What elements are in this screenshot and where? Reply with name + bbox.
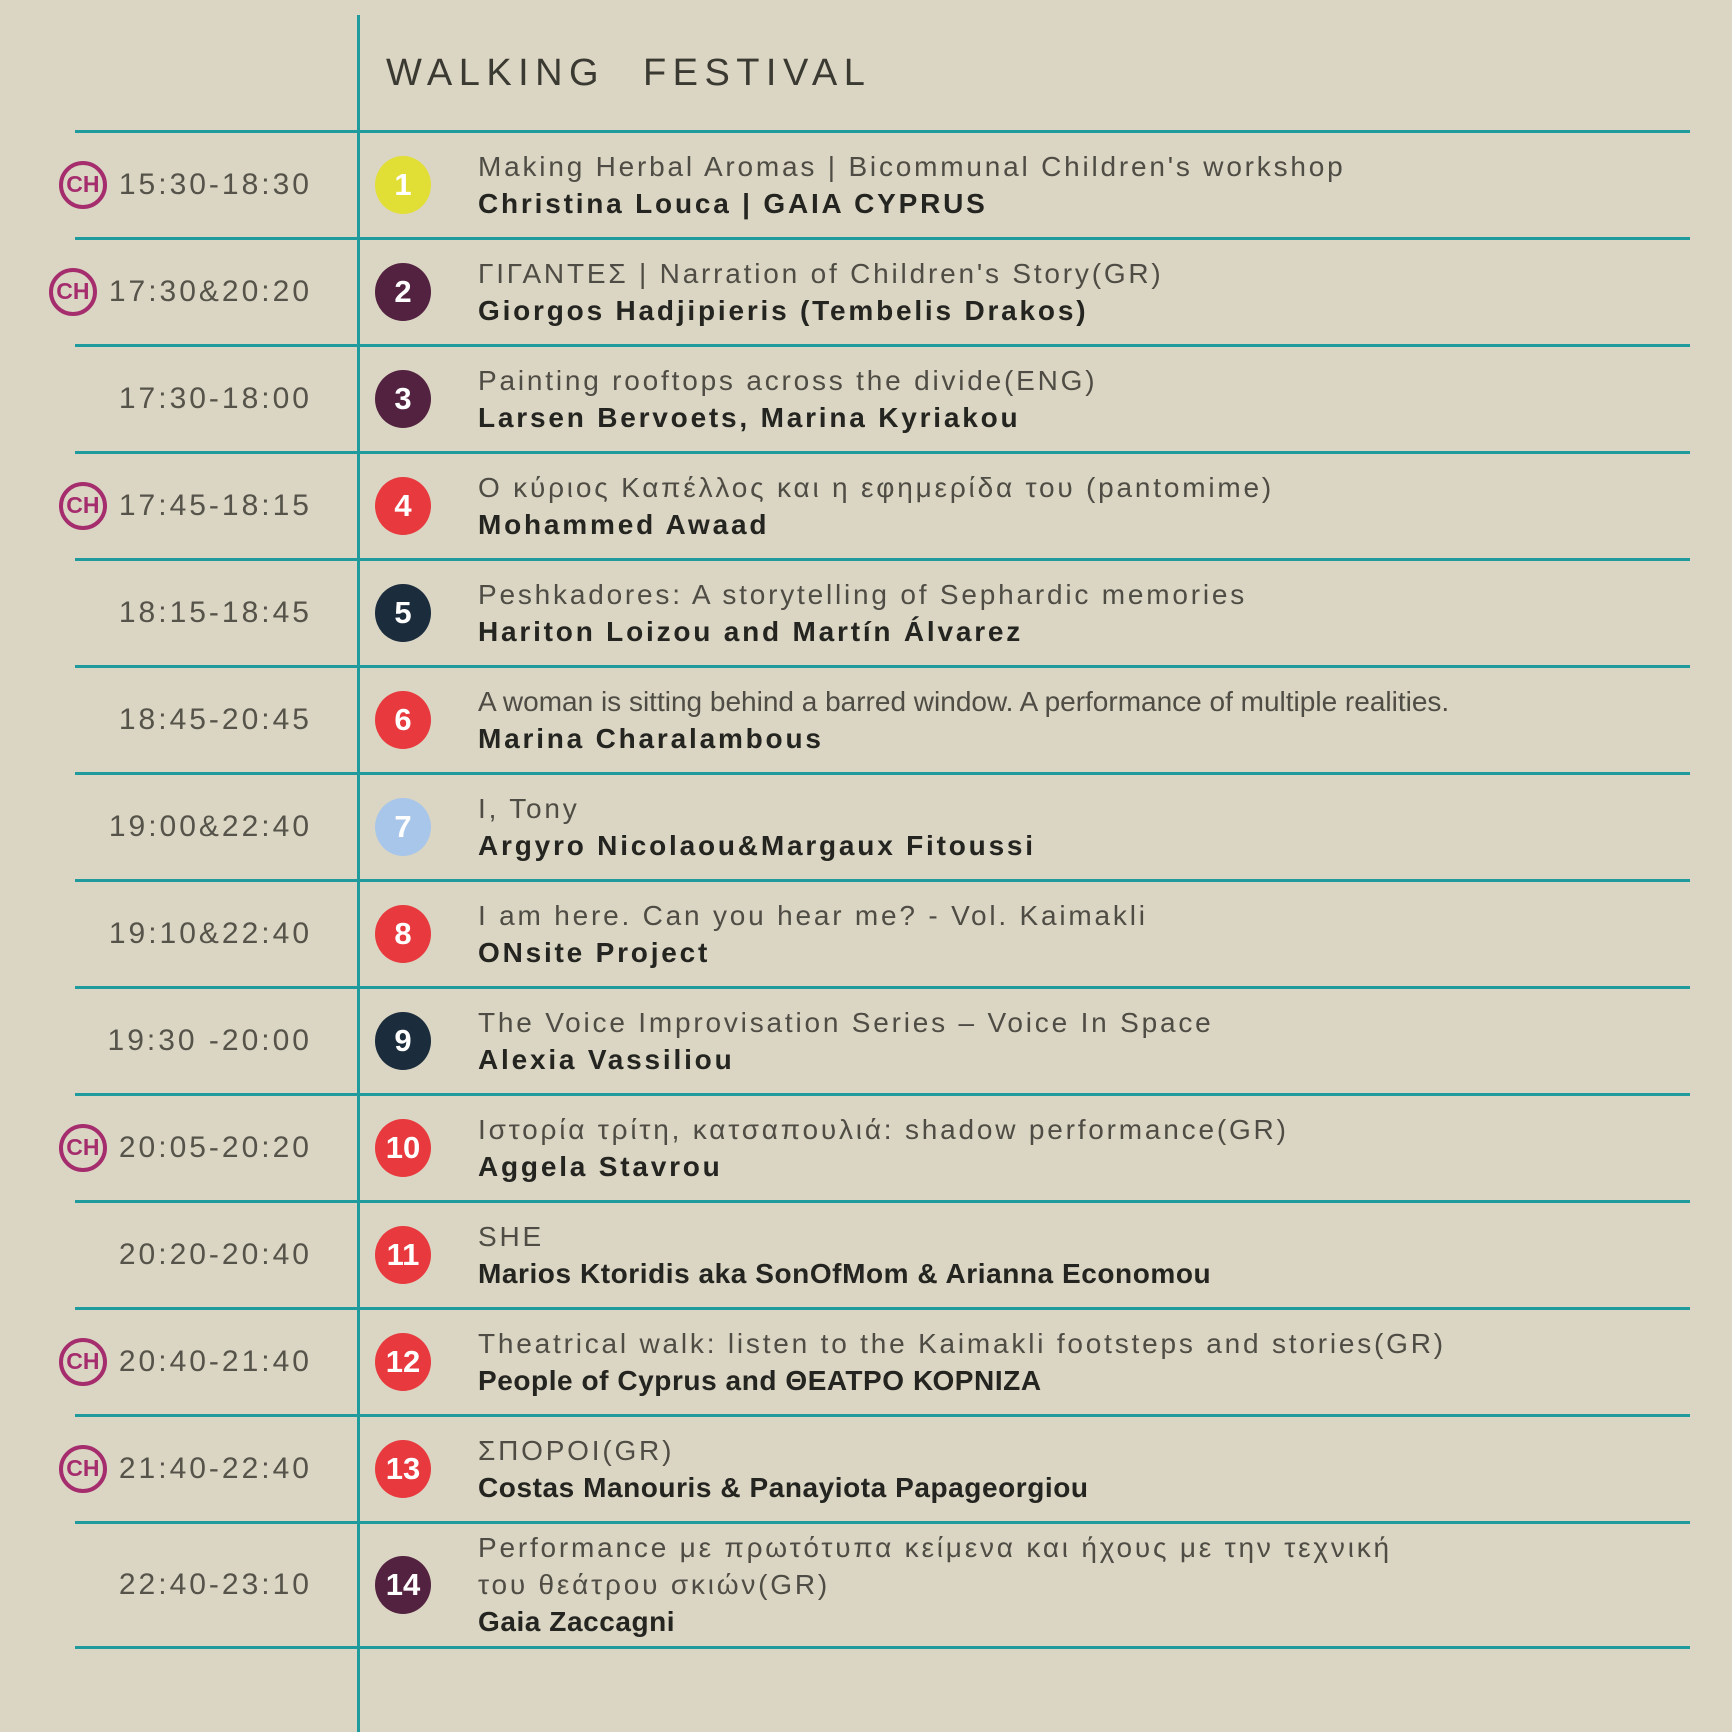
event-time: 20:40-21:40 xyxy=(118,1344,312,1378)
ch-badge xyxy=(59,161,107,209)
time-cell xyxy=(0,1568,358,1602)
event-text xyxy=(438,362,1732,436)
event-artist: Costas Manouris & Panayiota Papageorgiou xyxy=(478,1471,1089,1503)
event-title: Painting rooftops across the divide(ENG) xyxy=(478,364,1098,396)
event-number-badge xyxy=(375,905,431,963)
number-cell xyxy=(368,691,438,749)
event-text xyxy=(438,576,1732,650)
page-title: WALKING FESTIVAL xyxy=(386,52,872,94)
time-cell xyxy=(0,596,358,630)
event-number-badge xyxy=(375,584,431,642)
ch-badge xyxy=(59,1445,107,1493)
event-time: 19:10&22:40 xyxy=(108,916,312,950)
schedule-row xyxy=(0,1201,1732,1308)
event-text xyxy=(438,897,1732,971)
event-number: 14 xyxy=(385,1566,421,1602)
event-text xyxy=(438,1432,1732,1506)
event-title: Ο κύριος Καπέλλος και η εφημερίδα του (pantomime) xyxy=(478,471,1275,503)
event-time: 18:45-20:45 xyxy=(118,702,312,736)
event-title: ΣΠΟΡΟΙ(GR) xyxy=(478,1434,675,1466)
schedule-row xyxy=(0,452,1732,559)
ch-badge-label: CH xyxy=(66,1348,100,1374)
ch-badge xyxy=(59,1338,107,1386)
event-artist: Mohammed Awaad xyxy=(478,508,770,540)
event-time: 17:30&20:20 xyxy=(108,274,312,308)
number-cell xyxy=(368,1012,438,1070)
event-number-badge xyxy=(375,263,431,321)
number-cell xyxy=(368,905,438,963)
event-time: 22:40-23:10 xyxy=(118,1567,312,1601)
schedule-row xyxy=(0,131,1732,238)
event-time: 19:30 -20:00 xyxy=(107,1023,312,1057)
event-number: 5 xyxy=(394,594,412,630)
schedule-row xyxy=(0,1415,1732,1522)
event-number-badge xyxy=(375,1556,431,1614)
time-cell xyxy=(0,703,358,737)
event-number-badge xyxy=(375,1333,431,1391)
ch-badge xyxy=(49,268,97,316)
ch-badge-label: CH xyxy=(66,171,100,197)
event-artist: Argyro Nicolaou&Margaux Fitoussi xyxy=(478,829,1036,861)
event-artist: Marina Charalambous xyxy=(478,722,824,754)
number-cell xyxy=(368,477,438,535)
event-number-badge xyxy=(375,691,431,749)
event-artist: Hariton Loizou and Martín Álvarez xyxy=(478,615,1024,647)
event-number-badge xyxy=(375,156,431,214)
number-cell xyxy=(368,1556,438,1614)
event-number: 8 xyxy=(394,915,412,951)
schedule-row xyxy=(0,1094,1732,1201)
number-cell xyxy=(368,1333,438,1391)
event-number: 9 xyxy=(394,1022,412,1058)
header xyxy=(0,0,1732,131)
time-cell xyxy=(0,810,358,844)
schedule-row xyxy=(0,238,1732,345)
event-text xyxy=(438,469,1732,543)
event-artist: ONsite Project xyxy=(478,936,711,968)
ch-badge-label: CH xyxy=(56,278,90,304)
number-cell xyxy=(368,1119,438,1177)
event-title: I am here. Can you hear me? - Vol. Kaimakli xyxy=(478,899,1148,931)
event-artist: Marios Ktoridis aka SonOfMom & Arianna Economou xyxy=(478,1257,1212,1289)
time-cell xyxy=(0,1338,358,1386)
time-cell xyxy=(0,382,358,416)
event-time: 18:15-18:45 xyxy=(118,595,312,629)
ch-badge xyxy=(59,1124,107,1172)
number-cell xyxy=(368,370,438,428)
number-cell xyxy=(368,156,438,214)
event-time: 17:30-18:00 xyxy=(118,381,312,415)
schedule-row xyxy=(0,345,1732,452)
event-text xyxy=(438,148,1732,222)
event-text xyxy=(438,1325,1732,1399)
event-title: Theatrical walk: listen to the Kaimakli footsteps and stories(GR) xyxy=(478,1327,1446,1359)
schedule-row xyxy=(0,773,1732,880)
ch-badge xyxy=(59,482,107,530)
schedule-row xyxy=(0,559,1732,666)
event-number: 7 xyxy=(394,808,412,844)
event-title-line2: του θεάτρου σκιών(GR) xyxy=(478,1569,831,1600)
event-artist: Alexia Vassiliou xyxy=(478,1043,735,1075)
event-artist: Giorgos Hadjipieris (Tembelis Drakos) xyxy=(478,294,1089,326)
event-text xyxy=(438,1529,1732,1640)
schedule-row xyxy=(0,880,1732,987)
event-number: 10 xyxy=(385,1129,421,1165)
event-title: SHE xyxy=(478,1220,544,1252)
event-title: ΓΙΓΑΝΤΕΣ | Narration of Children's Story(GR) xyxy=(478,257,1164,289)
event-number: 2 xyxy=(394,273,412,309)
time-cell xyxy=(0,268,358,316)
number-cell xyxy=(368,584,438,642)
event-artist: Larsen Bervoets, Marina Kyriakou xyxy=(478,401,1021,433)
event-text xyxy=(438,790,1732,864)
event-time: 20:20-20:40 xyxy=(118,1237,312,1271)
event-text xyxy=(438,255,1732,329)
event-title: I, Tony xyxy=(478,792,580,824)
event-title: Peshkadores: A storytelling of Sephardic memories xyxy=(478,578,1248,610)
event-title: Making Herbal Aromas | Bicommunal Children's workshop xyxy=(478,150,1346,182)
event-number-badge xyxy=(375,1012,431,1070)
schedule-row xyxy=(0,666,1732,773)
time-cell xyxy=(0,1124,358,1172)
event-title: The Voice Improvisation Series – Voice In Space xyxy=(478,1006,1214,1038)
event-number: 12 xyxy=(385,1343,421,1379)
event-number: 1 xyxy=(394,166,412,202)
ch-badge-label: CH xyxy=(66,1134,100,1160)
event-artist: Aggela Stavrou xyxy=(478,1150,723,1182)
event-number-badge xyxy=(375,798,431,856)
event-time: 19:00&22:40 xyxy=(108,809,312,843)
number-cell xyxy=(368,1226,438,1284)
event-time: 21:40-22:40 xyxy=(118,1451,312,1485)
event-number: 6 xyxy=(394,701,412,737)
event-number-badge xyxy=(375,370,431,428)
event-title: Performance με πρωτότυπα κείμενα και ήχους με την τεχνική xyxy=(478,1532,1392,1563)
time-cell xyxy=(0,1024,358,1058)
event-number: 3 xyxy=(394,380,412,416)
ch-badge-label: CH xyxy=(66,1455,100,1481)
ch-badge-label: CH xyxy=(66,492,100,518)
schedule-row xyxy=(0,987,1732,1094)
time-cell xyxy=(0,1238,358,1272)
event-number: 11 xyxy=(386,1236,420,1272)
event-time: 15:30-18:30 xyxy=(118,167,312,201)
time-cell xyxy=(0,1445,358,1493)
number-cell xyxy=(368,1440,438,1498)
event-number: 4 xyxy=(394,487,412,523)
event-time: 17:45-18:15 xyxy=(118,488,312,522)
time-cell xyxy=(0,161,358,209)
event-title: A woman is sitting behind a barred window. A performance of multiple realities. xyxy=(478,685,1450,717)
number-cell xyxy=(368,798,438,856)
event-text xyxy=(438,1218,1732,1292)
event-text xyxy=(438,683,1732,757)
event-artist: Gaia Zaccagni xyxy=(478,1606,676,1637)
number-cell xyxy=(368,263,438,321)
event-time: 20:05-20:20 xyxy=(118,1130,312,1164)
time-cell xyxy=(0,482,358,530)
event-number: 13 xyxy=(385,1450,421,1486)
event-text xyxy=(438,1111,1732,1185)
time-cell xyxy=(0,917,358,951)
event-number-badge xyxy=(375,1226,431,1284)
event-artist: People of Cyprus and ΘΕΑΤΡΟ ΚΟΡΝΙΖΑ xyxy=(478,1364,1042,1396)
event-artist: Christina Louca | GAIA CYPRUS xyxy=(478,187,988,219)
event-number-badge xyxy=(375,1119,431,1177)
event-number-badge xyxy=(375,1440,431,1498)
event-title: Ιστορία τρίτη, κατσαπουλιά: shadow performance(GR) xyxy=(478,1113,1289,1145)
event-text xyxy=(438,1004,1732,1078)
schedule-row xyxy=(0,1308,1732,1415)
schedule-row xyxy=(0,1522,1732,1647)
event-number-badge xyxy=(375,477,431,535)
